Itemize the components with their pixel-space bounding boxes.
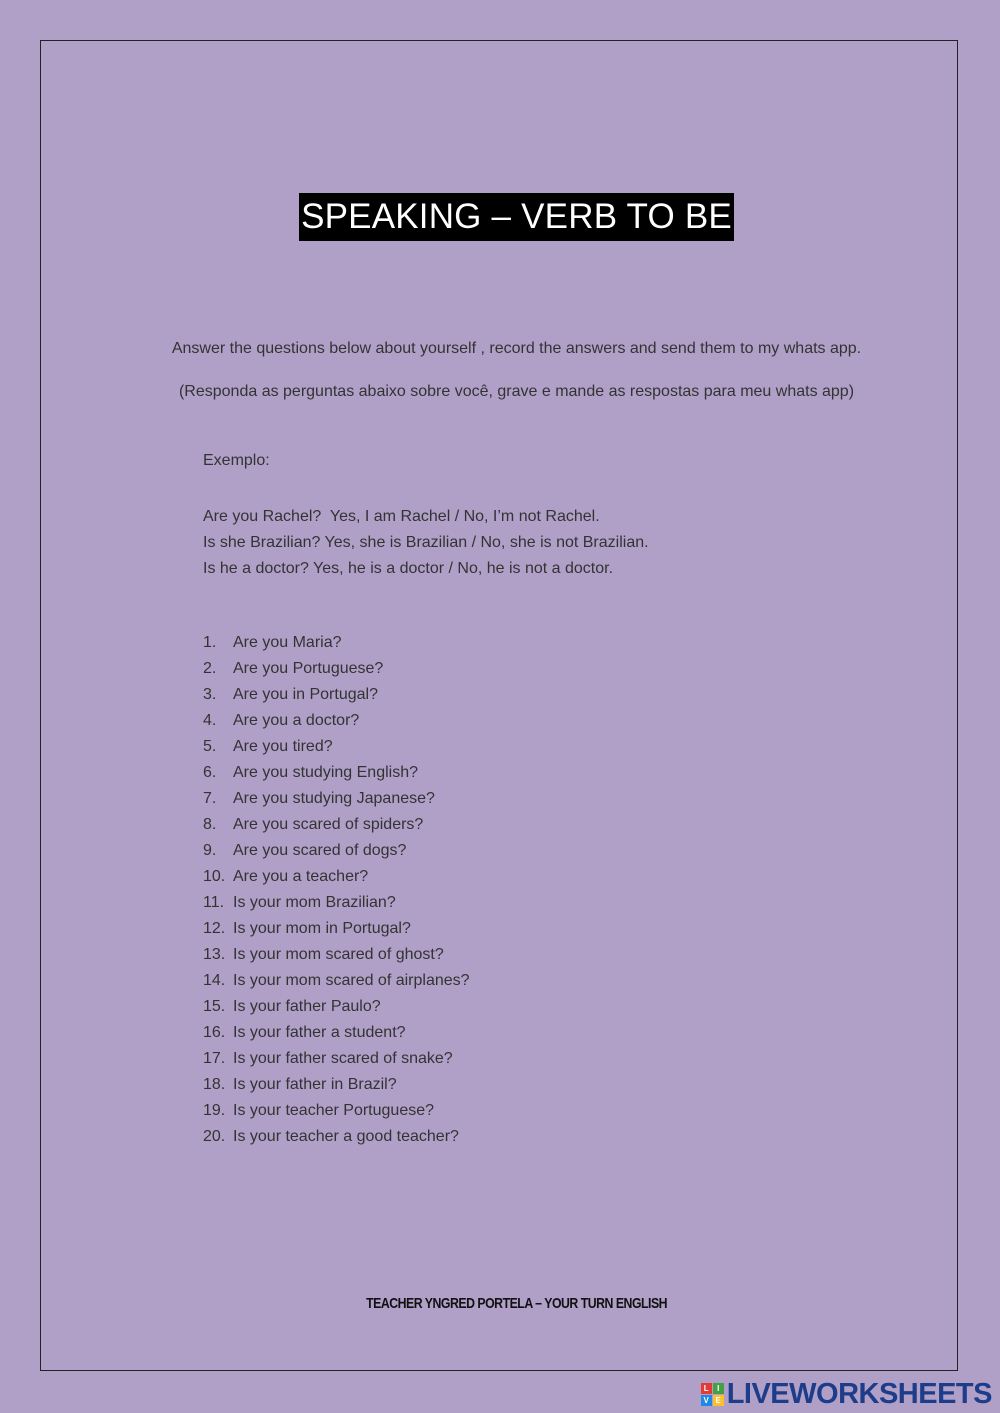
question-item <box>203 684 470 710</box>
question-number: 19. <box>203 1102 226 1119</box>
question-text: Is your father a student? <box>233 1024 406 1041</box>
question-number: 14. <box>203 972 226 989</box>
question-item <box>203 1022 470 1048</box>
question-text: Are you tired? <box>233 738 333 755</box>
question-item <box>203 814 470 840</box>
liveworksheets-wordmark: LIVEWORKSHEETS <box>726 1377 992 1410</box>
question-text: Are you Portuguese? <box>233 660 384 677</box>
question-text: Is your mom scared of ghost? <box>233 946 444 963</box>
badge-letter: E <box>713 1395 724 1406</box>
question-text: Is your father scared of snake? <box>233 1050 453 1067</box>
question-text: Is your father Paulo? <box>233 998 381 1015</box>
question-text: Is your mom scared of airplanes? <box>233 972 470 989</box>
question-text: Are you in Portugal? <box>233 686 378 703</box>
question-text: Are you Maria? <box>233 634 342 651</box>
question-item <box>203 1126 470 1152</box>
example-label: Exemplo: <box>203 452 270 469</box>
question-item <box>203 1074 470 1100</box>
question-number: 20. <box>203 1128 226 1145</box>
liveworksheets-badge-icon <box>701 1383 724 1406</box>
question-item <box>203 970 470 996</box>
question-item <box>203 762 470 788</box>
question-number: 9. <box>203 842 217 859</box>
question-item <box>203 736 470 762</box>
question-item <box>203 996 470 1022</box>
question-item <box>203 710 470 736</box>
question-number: 15. <box>203 998 226 1015</box>
question-item <box>203 632 470 658</box>
instruction-english: Answer the questions below about yourself , record the answers and send them to my whats app. <box>171 340 862 357</box>
example-line: Is she Brazilian? Yes, she is Brazilian / No, she is not Brazilian. <box>203 534 649 551</box>
question-number: 10. <box>203 868 226 885</box>
question-text: Are you studying English? <box>233 764 418 781</box>
question-item <box>203 840 470 866</box>
question-text: Is your teacher a good teacher? <box>233 1128 459 1145</box>
example-line: Is he a doctor? Yes, he is a doctor / No, he is not a doctor. <box>203 560 614 577</box>
question-text: Is your mom in Portugal? <box>233 920 411 937</box>
page-title: SPEAKING – VERB TO BE <box>299 193 734 241</box>
question-text: Is your mom Brazilian? <box>233 894 396 911</box>
question-number: 17. <box>203 1050 226 1067</box>
question-number: 4. <box>203 712 217 729</box>
question-text: Are you a teacher? <box>233 868 369 885</box>
example-line: Are you Rachel? Yes, I am Rachel / No, I’m not Rachel. <box>203 508 600 525</box>
question-number: 8. <box>203 816 217 833</box>
question-number: 11. <box>203 894 225 911</box>
question-number: 16. <box>203 1024 226 1041</box>
question-number: 7. <box>203 790 217 807</box>
question-item <box>203 1100 470 1126</box>
question-text: Are you studying Japanese? <box>233 790 435 807</box>
instruction-portuguese: (Responda as perguntas abaixo sobre você, grave e mande as respostas para meu whats app) <box>178 383 855 400</box>
question-text: Are you scared of dogs? <box>233 842 407 859</box>
question-text: Is your teacher Portuguese? <box>233 1102 435 1119</box>
badge-letter: I <box>713 1383 724 1394</box>
question-item <box>203 866 470 892</box>
question-text: Is your father in Brazil? <box>233 1076 397 1093</box>
question-item <box>203 658 470 684</box>
question-item <box>203 788 470 814</box>
title-container <box>0 193 1000 241</box>
question-list <box>203 632 470 1152</box>
liveworksheets-logo[interactable] <box>701 1378 992 1410</box>
question-item <box>203 918 470 944</box>
question-number: 1. <box>203 634 217 651</box>
question-text: Are you a doctor? <box>233 712 360 729</box>
badge-letter: V <box>701 1395 712 1406</box>
question-number: 12. <box>203 920 226 937</box>
question-number: 2. <box>203 660 217 677</box>
question-item <box>203 1048 470 1074</box>
question-item <box>203 944 470 970</box>
footer-credit: TEACHER YNGRED PORTELA – YOUR TURN ENGLISH <box>366 1295 668 1312</box>
question-number: 6. <box>203 764 217 781</box>
question-number: 5. <box>203 738 217 755</box>
question-number: 18. <box>203 1076 226 1093</box>
question-number: 3. <box>203 686 217 703</box>
badge-letter: L <box>701 1383 712 1394</box>
question-number: 13. <box>203 946 226 963</box>
question-text: Are you scared of spiders? <box>233 816 424 833</box>
example-lines <box>203 504 649 582</box>
question-item <box>203 892 470 918</box>
